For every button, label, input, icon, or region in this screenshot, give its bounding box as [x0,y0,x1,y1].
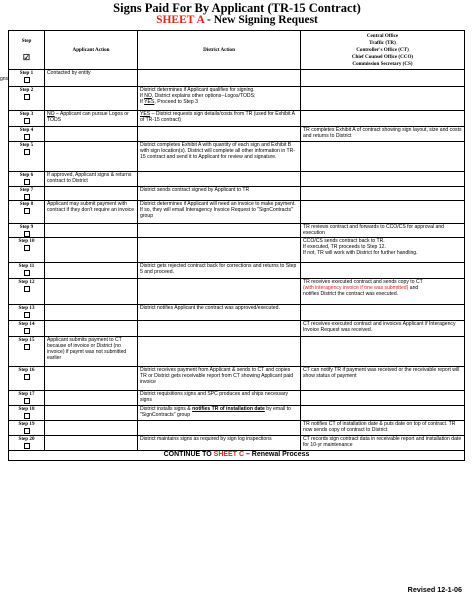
checkbox-icon[interactable] [24,428,30,434]
checkbox-icon[interactable] [24,443,30,449]
step-cell [9,187,45,201]
step-label: Step 14 [18,321,35,327]
district-text: , District explains other options--Logos/TODS; [151,93,256,99]
step-cell [9,406,45,421]
step-cell [9,391,45,406]
step-label: Step 9 [19,224,34,230]
central-cell [301,305,465,321]
sheet-label: SHEET A [156,14,205,26]
checkbox-icon[interactable] [24,94,30,100]
step-label: Step 16 [18,367,35,373]
table-row [9,436,465,451]
page-title: Signs Paid For By Applicant (TR-15 Contract) [113,1,361,15]
central-cell [301,406,465,421]
step-label: Step 17 [18,391,35,397]
sheet-suffix: - New Signing Request [204,14,318,26]
applicant-cell [45,87,138,111]
continue-sheet-link[interactable]: SHEET C [213,451,244,458]
table-row [9,337,465,367]
step-cell [9,87,45,111]
central-text: TR receives executed contract and sends copy to CT [303,279,423,285]
table-row [9,142,465,172]
checkbox-icon[interactable] [24,179,30,185]
step-label: Step 15 [18,337,35,343]
district-cell [138,337,301,367]
continue-text: – Renewal Process [244,451,310,458]
table-row [9,187,465,201]
district-cell: District receives payment from Applicant & sends to CT and copies TR or District gets receivable report from CT showing Applicant paid invoice [138,367,301,391]
central-cell [301,238,465,263]
district-cell: District requisitions signs and SPC produces and ships necessary signs [138,391,301,406]
checkbox-icon[interactable] [24,245,30,251]
applicant-cell [45,406,138,421]
central-cell: TR notifies CT of installation date & puts date on top of contract. TR now sends copy of contract to District [301,421,465,436]
step-cell [9,172,45,187]
applicant-cell [45,321,138,337]
central-office-label: Controller's Office (CT) [356,46,409,53]
checkbox-icon[interactable] [24,312,30,318]
district-cell [138,421,301,436]
applicant-cell: Applicant may submit payment with contract if they don't require an invoice [45,201,138,224]
central-cell [301,87,465,111]
checkbox-icon[interactable] [24,194,30,200]
applicant-text: – Applicant can pursue Logos or TODS [47,111,129,123]
footer-row [9,451,465,461]
central-cell [301,70,465,87]
checkbox-icon[interactable] [24,134,30,140]
checkbox-icon[interactable] [24,286,30,292]
table-row [9,127,465,142]
procedure-table [8,30,465,461]
district-cell [138,111,301,127]
central-cell [301,142,465,172]
district-cell: District notifies Applicant the contract was approved/executed. [138,305,301,321]
applicant-cell: Contacted by entity [45,70,138,87]
applicant-cell: Applicant submits payment to CT because of invoice or District (no invoice) if paymt was not submitted earlier [45,337,138,367]
step-label: Step 10 [18,238,35,244]
central-cell [301,391,465,406]
step-cell [9,70,45,87]
applicant-cell [45,367,138,391]
continue-note [9,451,465,461]
checkbox-icon[interactable] [24,344,30,350]
central-office-label: Central Office [366,32,399,39]
central-cell [301,172,465,187]
central-cell: CT receives executed contract and invoices Applicant if Interagency Invoice Request was received. [301,321,465,337]
col-header-applicant: Applicant Action [45,31,138,70]
applicant-cell [45,238,138,263]
table-row [9,224,465,238]
district-cell [138,70,301,87]
district-text: , Proceed to Step 3 [154,99,198,105]
table-row [9,70,465,87]
step-cell [9,421,45,436]
step-cell [9,263,45,279]
central-text: and [408,285,419,291]
checkbox-icon[interactable] [24,231,30,237]
applicant-cell [45,391,138,406]
col-header-step [9,31,45,70]
table-row [9,367,465,391]
step-cell [9,142,45,172]
applicant-text-underlined: NO [47,111,55,117]
col-header-district: District Action [138,31,301,70]
central-cell [301,111,465,127]
central-text: CCO/CS sends contract back to TR. [303,238,385,244]
header-row [9,31,465,70]
district-cell: District gets rejected contract back for corrections and returns to Step 5 and proceed. [138,263,301,279]
district-cell [138,406,301,421]
central-cell [301,263,465,279]
step-label: Step 19 [18,421,35,427]
applicant-cell [45,263,138,279]
step-cell [9,337,45,367]
table-row [9,238,465,263]
checkbox-icon[interactable] [24,77,30,83]
table-row [9,172,465,187]
step-label: Step 4 [19,127,34,133]
applicant-cell [45,305,138,321]
district-text-emphasis: notifies TR of installation date [192,406,265,412]
step-label: Step 6 [19,172,34,178]
applicant-cell [45,421,138,436]
checkbox-checked-icon[interactable]: ☑ [22,53,31,62]
central-text: notifies District the contract was executed. [303,291,399,297]
district-cell [138,224,301,238]
step-cell [9,279,45,305]
district-cell [138,279,301,305]
checkbox-icon[interactable] [24,374,30,380]
district-cell: District sends contract signed by Applicant to TR [138,187,301,201]
central-cell: TR reviews contract and forwards to CCO/CS for approval and execution [301,224,465,238]
district-cell: District determines if Applicant will need an invoice to make payment. If so, they will email Interagency Invoice Request to "SignContracts" group [138,201,301,224]
step-label: Step 11 [18,263,35,269]
table-row [9,263,465,279]
district-text: District installs signs & [140,406,193,412]
table-row [9,406,465,421]
step-label: Step 3 [19,111,34,117]
step-cell [9,238,45,263]
table-row [9,421,465,436]
checkbox-icon[interactable] [24,270,30,276]
continue-text: CONTINUE TO [163,451,214,458]
applicant-cell [45,142,138,172]
step-label: Step 1 [19,70,34,76]
district-cell [138,127,301,142]
revised-date: Revised 12-1-06 [407,585,462,594]
step-cell [9,321,45,337]
central-office-label: Chief Counsel Office (CCO) [351,53,414,60]
district-cell [138,238,301,263]
checkbox-icon[interactable] [24,328,30,334]
applicant-cell [45,187,138,201]
step-label: Step 7 [19,187,34,193]
step-label: Step 12 [18,279,35,285]
central-cell: CT records sign contract data in receivable report and installation date for 10-yr maintenance [301,436,465,451]
district-cell [138,321,301,337]
table-row [9,279,465,305]
district-cell [138,172,301,187]
table-row [9,305,465,321]
central-office-label: Traffic (TR) [369,39,396,46]
col-header-central [301,31,465,70]
step-label: Step 13 [18,305,35,311]
applicant-cell [45,279,138,305]
step-cell [9,224,45,238]
applicant-cell: If approved, Applicant signs & returns contract to District [45,172,138,187]
table-row [9,321,465,337]
district-cell: District completes Exhibit A with quantity of each sign and Exhibit B with sign location(s). District will complete all other information in TR-15 contract and send it to Applicant for review and signature. [138,142,301,172]
central-cell [301,201,465,224]
applicant-cell [45,436,138,451]
district-text-underlined: NO [144,93,152,99]
table-row [9,391,465,406]
central-text-red: (with interagency invoice if one was submitted) [303,285,409,291]
central-cell [301,337,465,367]
applicant-cell [45,224,138,238]
central-office-label: Commission Secretary (CS) [352,60,413,67]
district-text: – District requests sign details/costs from TR (used for Exhibit A of TR-15 contract) [140,111,295,123]
margin-text: gns [0,76,9,82]
central-cell [301,279,465,305]
step-cell [9,201,45,224]
step-label: Step 5 [19,142,34,148]
central-cell: CT can notify TR if payment was received or the receivable report will show status of payment [301,367,465,391]
district-text: District determines if Applicant qualifies for signing. [140,87,255,93]
step-label: Step 2 [19,87,34,93]
table-row [9,111,465,127]
applicant-cell [45,111,138,127]
step-cell [9,436,45,451]
district-text-underlined: YES [140,111,151,117]
step-cell [9,127,45,142]
district-text: by email to "SignContracts" group [140,406,291,418]
table-row [9,201,465,224]
step-cell [9,305,45,321]
checkbox-icon[interactable] [24,398,30,404]
central-cell [301,187,465,201]
step-label: Step 20 [18,436,35,442]
district-text: If [140,99,145,105]
central-cell: TR completes Exhibit A of contract showing sign layout, size and costs and returns to District [301,127,465,142]
table-row [9,87,465,111]
checkbox-icon[interactable] [24,118,30,124]
district-text: If [140,93,145,99]
checkbox-icon[interactable] [24,413,30,419]
checkbox-icon[interactable] [24,208,30,214]
district-cell [138,87,301,111]
checkbox-icon[interactable] [24,149,30,155]
col-header-step-label: Step [21,38,32,44]
applicant-cell [45,127,138,142]
step-label: Step 8 [19,201,34,207]
step-label: Step 18 [18,406,35,412]
page-subtitle [0,14,474,26]
central-text: If not, TR will work with District for further handling. [303,250,418,256]
step-cell [9,111,45,127]
step-cell [9,367,45,391]
district-cell: District maintains signs as required by sign log inspections [138,436,301,451]
district-text-underlined: YES [144,99,155,105]
central-text: If executed, TR proceeds to Step 12. [303,244,386,250]
